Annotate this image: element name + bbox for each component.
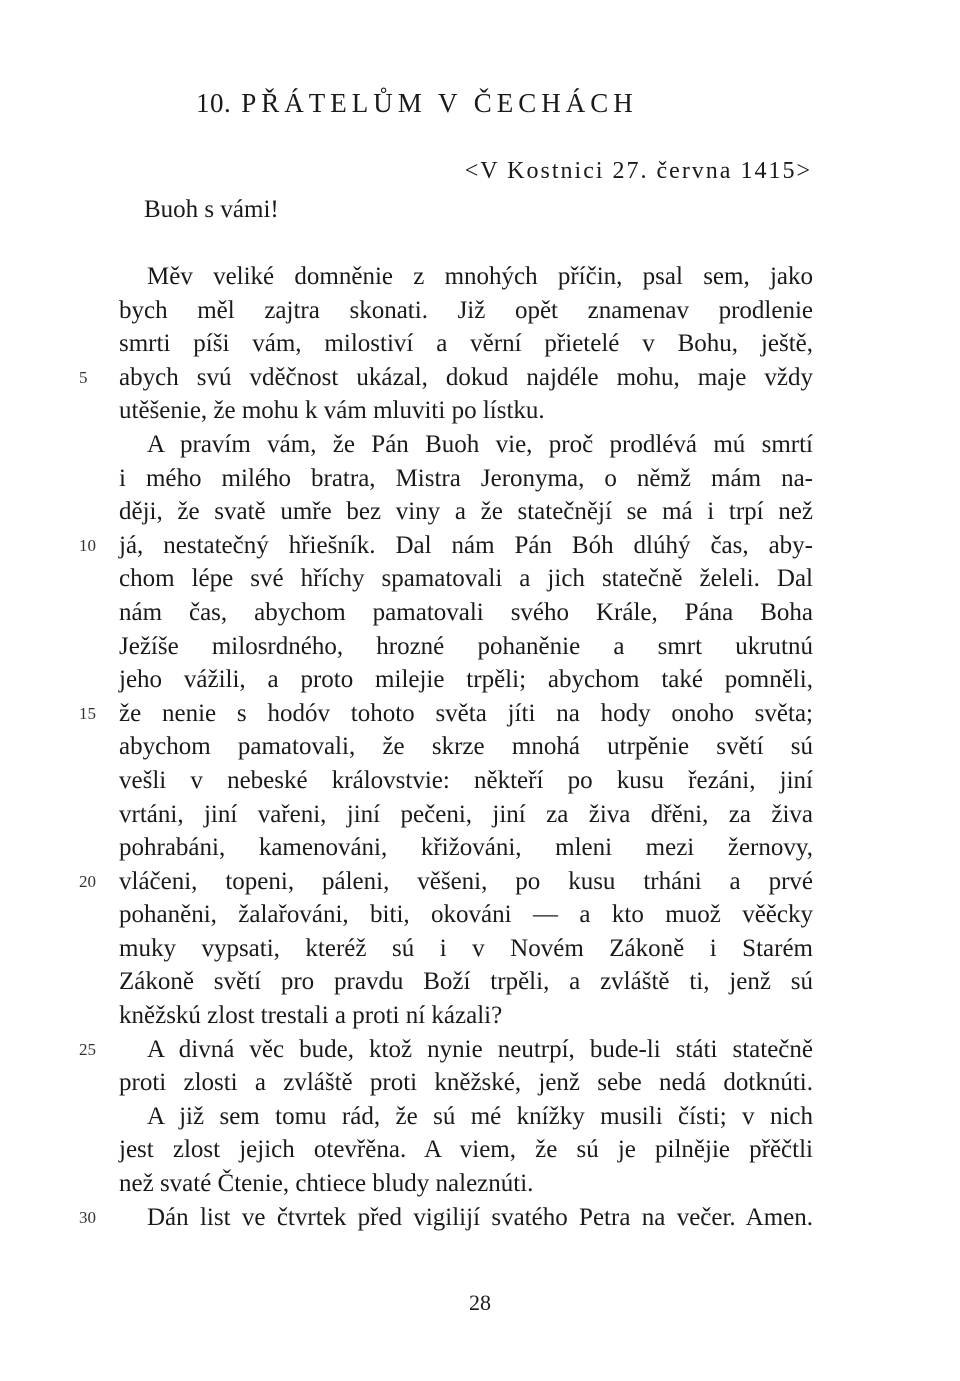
text-line: bych měl zajtra skonati. Již opět znamenav prodlenie	[119, 296, 813, 324]
line-number: 10	[79, 535, 96, 555]
letter-salutation: Buoh s vámi!	[144, 196, 279, 223]
text-line: Dán list ve čtvrtek před vigilijí svatého Petra na večer. Amen.	[147, 1203, 813, 1231]
chapter-number: 10.	[196, 88, 232, 118]
line-number: 5	[79, 367, 88, 387]
text-line: Ježíše milosrdného, hrozné pohaněnie a smrt ukrutnú	[119, 632, 813, 660]
text-line: jeho vážili, a proto milejie trpěli; abychom také pomněli,	[119, 666, 813, 694]
letter-body	[119, 260, 813, 1234]
letter-dateline: <V Kostnici 27. června 1415>	[464, 158, 812, 184]
text-line: Zákoně světí pro pravdu Boží trpěli, a zvláště ti, jenž sú	[119, 968, 813, 996]
chapter-title: PŘÁTELŮM V ČECHÁCH	[241, 88, 638, 118]
text-line: já, nestatečný hřiešník. Dal nám Pán Bóh dlúhý čas, aby-	[119, 531, 813, 559]
text-line: kněžskú zlost trestali a proti ní kázali?	[119, 1002, 503, 1030]
text-line: vrtáni, jiní vařeni, jiní pečeni, jiní za živa dřěni, za živa	[119, 800, 813, 828]
text-line: vešli v nebeské královstvie: někteří po kusu řezáni, jiní	[119, 766, 813, 794]
text-line: proti zlosti a zvláště proti kněžské, jenž sebe nedá dotknúti.	[119, 1069, 813, 1097]
text-line: A již sem tomu rád, že sú mé knížky musili čísti; v nich	[147, 1102, 813, 1130]
text-line: A pravím vám, že Pán Buoh vie, proč prodlévá mú smrtí	[147, 430, 813, 458]
text-line: že nenie s hodóv tohoto světa jíti na hody onoho světa;	[119, 699, 813, 727]
text-line: nám čas, abychom pamatovali svého Krále, Pána Boha	[119, 598, 813, 626]
text-line: i mého milého bratra, Mistra Jeronyma, o němž mám na-	[119, 464, 813, 492]
text-line: muky vypsati, kteréž sú i v Novém Zákoně i Starém	[119, 934, 813, 962]
text-line: ději, že svatě umře bez viny a že statečnějí se má i trpí než	[119, 498, 813, 526]
line-number: 25	[79, 1039, 96, 1059]
text-line: jest zlost jejich otevřěna. A viem, že sú je pilnějie přěčtli	[119, 1136, 813, 1164]
page-number: 28	[469, 1290, 491, 1315]
line-number: 15	[79, 703, 96, 723]
text-line: než svaté Čtenie, chtiece bludy naleznúti.	[119, 1170, 534, 1198]
text-line: utěšenie, že mohu k vám mluviti po lístku.	[119, 397, 545, 425]
text-line: abychom pamatovali, že skrze mnohá utrpěnie světí sú	[119, 733, 813, 761]
line-number: 30	[79, 1207, 96, 1227]
text-line: pohrabáni, kamenováni, křižováni, mleni mezi žernovy,	[119, 834, 813, 862]
text-line: Měv veliké domněnie z mnohých příčin, psal sem, jako	[147, 263, 813, 290]
text-line: pohaněni, žalařováni, biti, okováni — a kto muož věěcky	[119, 901, 813, 929]
text-line: chom lépe své hříchy spamatovali a jich statečně želeli. Dal	[119, 565, 813, 593]
text-line: smrti píši vám, milostiví a věrní přietelé v Bohu, ještě,	[119, 330, 813, 358]
text-line: A divná věc bude, ktož nynie neutrpí, bude-li státi statečně	[147, 1035, 813, 1063]
text-line: abych svú vděčnost ukázal, dokud najdéle mohu, maje vždy	[119, 363, 813, 391]
line-number: 20	[79, 871, 96, 891]
text-line: vláčeni, topeni, páleni, věšeni, po kusu trháni a prvé	[119, 867, 813, 895]
chapter-heading	[196, 88, 638, 119]
